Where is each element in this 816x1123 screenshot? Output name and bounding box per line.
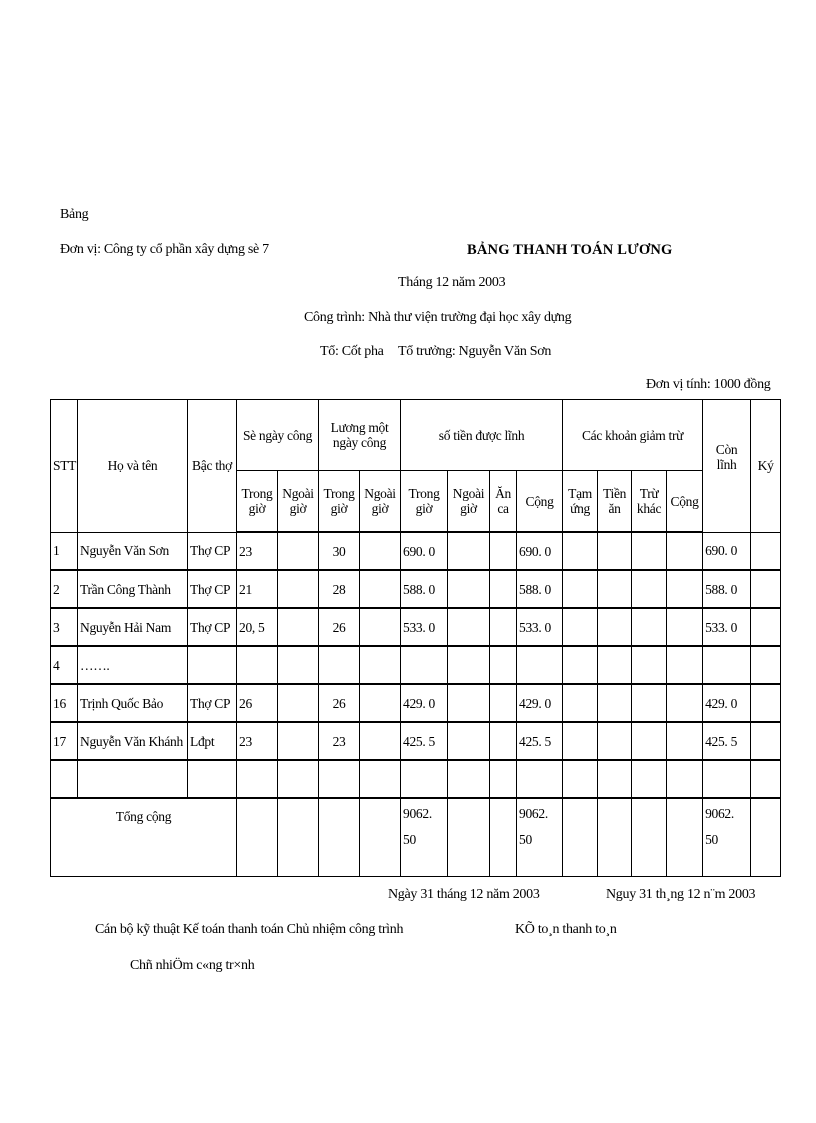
cell-money-in	[401, 646, 448, 684]
cell-sign	[751, 646, 781, 684]
sub-wage-in: Trong giờ	[319, 471, 360, 533]
sub-deduct-total: Cộng	[667, 471, 703, 533]
cell-wage-out	[360, 532, 401, 570]
total-days-out	[278, 798, 319, 877]
cell-money-total: 690. 0	[517, 532, 563, 570]
cell-deduct-food	[598, 608, 632, 646]
cell-wage-in	[319, 760, 360, 798]
total-label: Tổng cộng	[51, 798, 237, 877]
cell-name: Trần Công Thành	[78, 570, 188, 608]
cell-deduct-food	[598, 722, 632, 760]
total-deduct-food	[598, 798, 632, 877]
cell-days-in	[237, 760, 278, 798]
cell-money-meal	[490, 608, 517, 646]
sub-deduct-advance: Tạm ứng	[563, 471, 598, 533]
total-money-in	[401, 798, 448, 877]
cell-deduct-advance	[563, 722, 598, 760]
cell-wage-in: 23	[319, 722, 360, 760]
cell-deduct-total	[667, 532, 703, 570]
cell-deduct-advance	[563, 684, 598, 722]
table-row	[51, 646, 781, 684]
header-stt: STT	[51, 400, 78, 533]
cell-remain	[703, 760, 751, 798]
footer-signers: Cán bộ kỹ thuật Kế toán thanh toán Chủ nhiệm công trình	[95, 922, 404, 937]
total-money-meal	[490, 798, 517, 877]
cell-deduct-other	[632, 532, 667, 570]
cell-deduct-food	[598, 570, 632, 608]
total-wage-in	[319, 798, 360, 877]
cell-sign	[751, 570, 781, 608]
cell-money-in	[401, 760, 448, 798]
cell-money-out	[448, 570, 490, 608]
footer-manager: Chñ nhiÖm c«ng tr×nh	[130, 958, 255, 973]
cell-grade: Lđpt	[188, 722, 237, 760]
cell-money-total	[517, 646, 563, 684]
total-row	[51, 798, 781, 877]
sub-days-out: Ngoài giờ	[278, 471, 319, 533]
total-deduct-total	[667, 798, 703, 877]
cell-stt	[51, 760, 78, 798]
cell-sign	[751, 608, 781, 646]
cell-stt: 2	[51, 570, 78, 608]
cell-days-in: 20, 5	[237, 608, 278, 646]
cell-deduct-total	[667, 570, 703, 608]
cell-money-meal	[490, 570, 517, 608]
cell-wage-in: 28	[319, 570, 360, 608]
cell-money-out	[448, 760, 490, 798]
total-wage-out	[360, 798, 401, 877]
cell-deduct-advance	[563, 608, 598, 646]
total-money-in-line1: 9062.	[403, 806, 432, 821]
cell-deduct-food	[598, 532, 632, 570]
cell-money-out	[448, 646, 490, 684]
table-row	[51, 760, 781, 798]
cell-sign	[751, 760, 781, 798]
cell-deduct-other	[632, 760, 667, 798]
footer-date-left: Ngày 31 tháng 12 năm 2003	[388, 887, 540, 902]
cell-days-out	[278, 760, 319, 798]
cell-deduct-advance	[563, 532, 598, 570]
cell-grade	[188, 646, 237, 684]
sub-deduct-food: Tiền ăn	[598, 471, 632, 533]
cell-remain: 429. 0	[703, 684, 751, 722]
cell-deduct-other	[632, 570, 667, 608]
sub-wage-out: Ngoài giờ	[360, 471, 401, 533]
cell-remain	[703, 646, 751, 684]
sub-days-in: Trong giờ	[237, 471, 278, 533]
table-row	[51, 570, 781, 608]
footer-date-right: Nguy 31 th¸ng 12 n¨m 2003	[606, 887, 756, 902]
cell-days-in: 23	[237, 532, 278, 570]
total-money-total	[517, 798, 563, 877]
cell-money-total: 425. 5	[517, 722, 563, 760]
cell-money-in: 429. 0	[401, 684, 448, 722]
cell-wage-out	[360, 760, 401, 798]
cell-stt: 17	[51, 722, 78, 760]
project-line: Công trình: Nhà thư viện trường đại học xây dựng	[304, 310, 572, 325]
cell-money-in: 425. 5	[401, 722, 448, 760]
table-row	[51, 532, 781, 570]
cell-days-out	[278, 570, 319, 608]
cell-days-out	[278, 532, 319, 570]
cell-grade	[188, 760, 237, 798]
cell-remain: 588. 0	[703, 570, 751, 608]
cell-days-out	[278, 646, 319, 684]
cell-deduct-other	[632, 608, 667, 646]
cell-money-meal	[490, 684, 517, 722]
cell-days-in: 21	[237, 570, 278, 608]
cell-sign	[751, 722, 781, 760]
header-money: số tiền được lĩnh	[401, 400, 563, 471]
cell-deduct-other	[632, 684, 667, 722]
cell-name: Trịnh Quốc Bảo	[78, 684, 188, 722]
cell-wage-out	[360, 608, 401, 646]
cell-grade: Thợ CP	[188, 608, 237, 646]
total-money-out	[448, 798, 490, 877]
cell-stt: 3	[51, 608, 78, 646]
cell-name: Nguyễn Văn Sơn	[78, 532, 188, 570]
header-grade: Bậc thợ	[188, 400, 237, 533]
cell-deduct-other	[632, 646, 667, 684]
cell-grade: Thợ CP	[188, 532, 237, 570]
cell-wage-out	[360, 570, 401, 608]
cell-money-out	[448, 684, 490, 722]
cell-days-out	[278, 684, 319, 722]
cell-days-in	[237, 646, 278, 684]
cell-days-in: 26	[237, 684, 278, 722]
total-remain-line2: 50	[705, 832, 718, 847]
cell-money-in: 588. 0	[401, 570, 448, 608]
cell-money-meal	[490, 722, 517, 760]
header-sign: Ký	[751, 400, 781, 533]
cell-name: …….	[78, 646, 188, 684]
sub-money-out: Ngoài giờ	[448, 471, 490, 533]
cell-sign	[751, 532, 781, 570]
cell-deduct-food	[598, 684, 632, 722]
cell-deduct-total	[667, 608, 703, 646]
sub-money-in: Trong giờ	[401, 471, 448, 533]
unit-name: Đơn vị: Công ty cổ phần xây dựng sè 7	[60, 242, 269, 257]
header-wage: Lương một ngày công	[319, 400, 401, 471]
cell-name: Nguyễn Văn Khánh	[78, 722, 188, 760]
table-row	[51, 684, 781, 722]
cell-remain: 690. 0	[703, 532, 751, 570]
cell-money-out	[448, 608, 490, 646]
cell-wage-in: 26	[319, 684, 360, 722]
cell-deduct-total	[667, 684, 703, 722]
cell-money-meal	[490, 532, 517, 570]
cell-name: Nguyễn Hải Nam	[78, 608, 188, 646]
cell-deduct-total	[667, 760, 703, 798]
month-line: Tháng 12 năm 2003	[398, 275, 506, 290]
cell-money-meal	[490, 646, 517, 684]
cell-name	[78, 760, 188, 798]
team-leader-line: Tổ trưởng: Nguyễn Văn Sơn	[398, 344, 552, 359]
cell-money-out	[448, 722, 490, 760]
table-row	[51, 608, 781, 646]
team-line: Tổ: Cốt pha	[320, 344, 384, 359]
cell-wage-in	[319, 646, 360, 684]
header-deductions: Các khoản giảm trừ	[563, 400, 703, 471]
cell-deduct-food	[598, 646, 632, 684]
cell-money-meal	[490, 760, 517, 798]
cell-money-in: 533. 0	[401, 608, 448, 646]
sub-deduct-other: Trừ khác	[632, 471, 667, 533]
total-deduct-advance	[563, 798, 598, 877]
cell-deduct-other	[632, 722, 667, 760]
footer-accountant: KÕ to¸n thanh to¸n	[515, 922, 617, 937]
cell-money-in: 690. 0	[401, 532, 448, 570]
cell-sign	[751, 684, 781, 722]
cell-wage-in: 30	[319, 532, 360, 570]
header-remain: Còn lĩnh	[703, 400, 751, 533]
page-title: BẢNG THANH TOÁN LƯƠNG	[467, 242, 673, 258]
cell-deduct-advance	[563, 760, 598, 798]
table-row	[51, 722, 781, 760]
cell-grade: Thợ CP	[188, 684, 237, 722]
cell-grade: Thợ CP	[188, 570, 237, 608]
header-name: Họ và tên	[78, 400, 188, 533]
cell-wage-in: 26	[319, 608, 360, 646]
cell-days-in: 23	[237, 722, 278, 760]
sub-money-meal: Ăn ca	[490, 471, 517, 533]
doc-label: Bảng	[60, 207, 89, 222]
cell-stt: 16	[51, 684, 78, 722]
cell-days-out	[278, 722, 319, 760]
total-days-in	[237, 798, 278, 877]
cell-remain: 425. 5	[703, 722, 751, 760]
total-sign	[751, 798, 781, 877]
cell-wage-out	[360, 646, 401, 684]
cell-deduct-advance	[563, 570, 598, 608]
cell-deduct-total	[667, 722, 703, 760]
cell-money-total	[517, 760, 563, 798]
cell-stt: 4	[51, 646, 78, 684]
currency-unit: Đơn vị tính: 1000 đồng	[646, 377, 771, 392]
cell-days-out	[278, 608, 319, 646]
total-remain	[703, 798, 751, 877]
total-money-in-line2: 50	[403, 832, 416, 847]
cell-stt: 1	[51, 532, 78, 570]
payroll-table	[50, 399, 781, 877]
cell-money-total: 533. 0	[517, 608, 563, 646]
cell-deduct-total	[667, 646, 703, 684]
total-remain-line1: 9062.	[705, 806, 734, 821]
sub-money-total: Cộng	[517, 471, 563, 533]
total-money-total-line1: 9062.	[519, 806, 548, 821]
cell-deduct-food	[598, 760, 632, 798]
header-days: Sè ngày công	[237, 400, 319, 471]
cell-wage-out	[360, 722, 401, 760]
cell-money-out	[448, 532, 490, 570]
cell-wage-out	[360, 684, 401, 722]
cell-money-total: 588. 0	[517, 570, 563, 608]
cell-deduct-advance	[563, 646, 598, 684]
cell-remain: 533. 0	[703, 608, 751, 646]
total-deduct-other	[632, 798, 667, 877]
total-money-total-line2: 50	[519, 832, 532, 847]
cell-money-total: 429. 0	[517, 684, 563, 722]
